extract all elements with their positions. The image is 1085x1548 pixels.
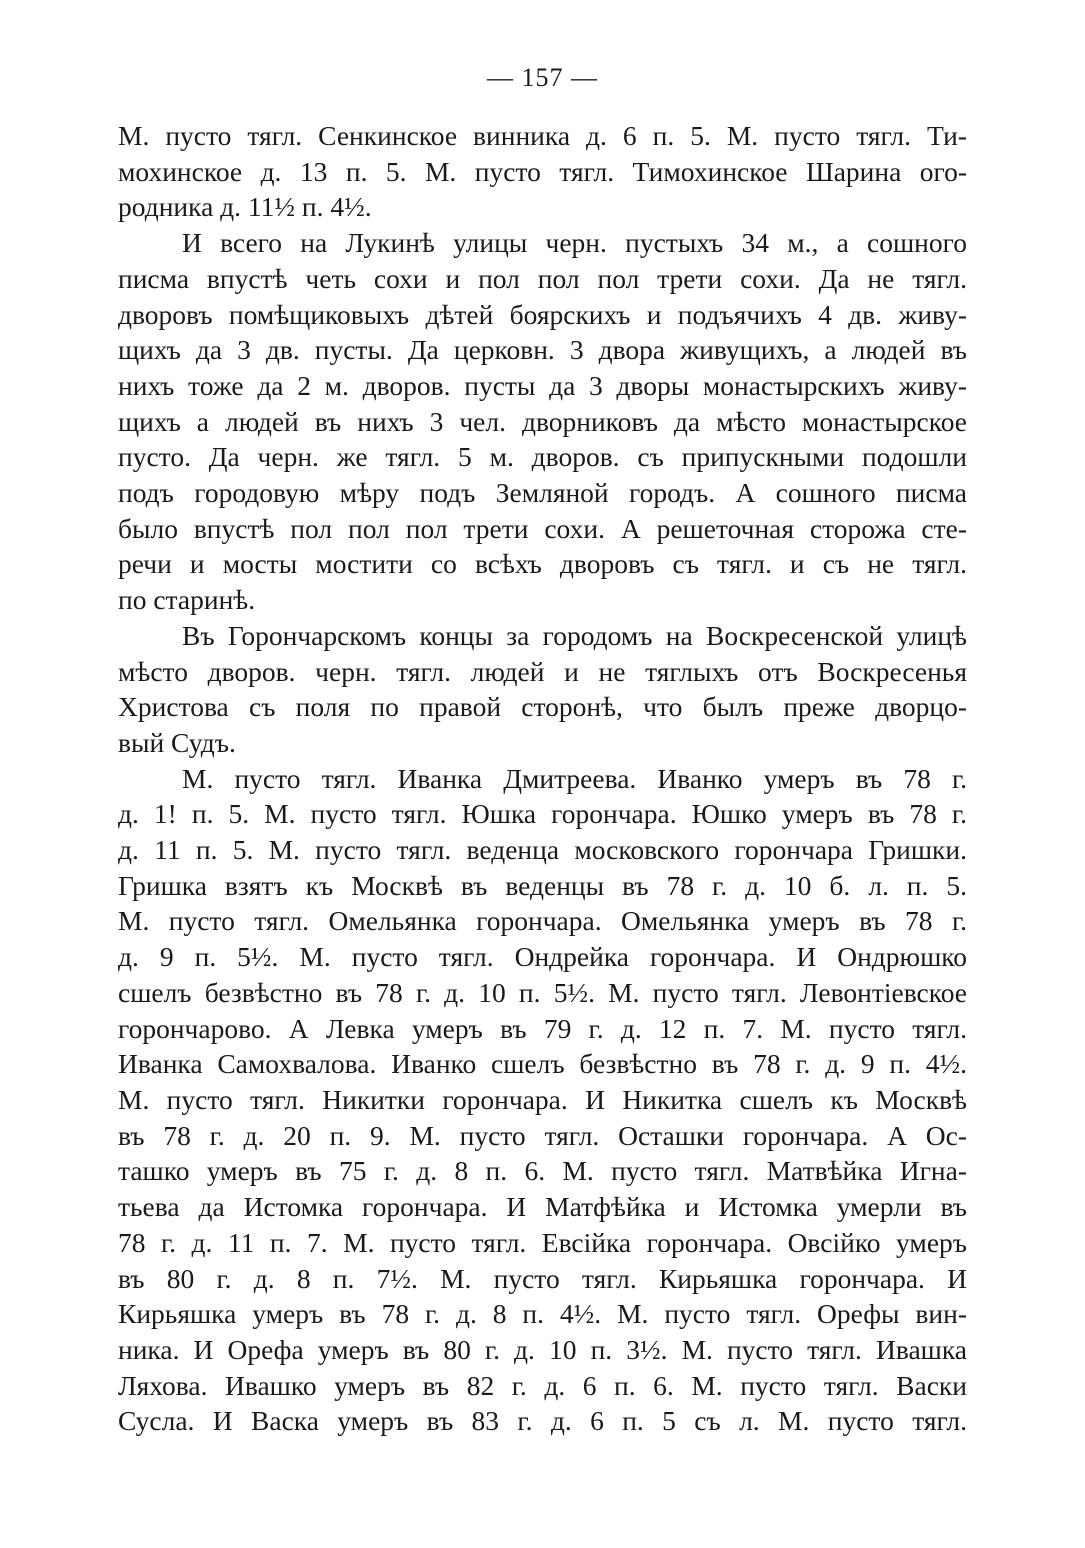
text-line: мѣсто дворов. черн. тягл. людей и не тяглыхъ отъ Воскресенья [118, 655, 967, 687]
text-line: ташко умеръ въ 75 г. д. 8 п. 6. М. пусто тягл. Матвѣйка Игна- [118, 1155, 967, 1187]
text-line: И всего на Лукинѣ улицы черн. пустыхъ 34 м., а сошного [182, 227, 967, 259]
text-line: нихъ тоже да 2 м. дворов. пусты да 3 дворы монастырскихъ живу- [118, 369, 967, 401]
text-line: по старинѣ. [118, 584, 256, 616]
text-line: вый Судъ. [118, 726, 236, 758]
paragraph-4 [118, 761, 967, 1439]
text-line: мохинское д. 13 п. 5. М. пусто тягл. Тимохинское Шарина ого- [118, 155, 967, 187]
text-line: речи и мосты мостити со всѣхъ дворовъ съ тягл. и съ не тягл. [118, 548, 967, 580]
paragraph-1 [118, 118, 967, 225]
text-line: въ 78 г. д. 20 п. 9. М. пусто тягл. Осташки горончара. А Ос- [118, 1119, 967, 1151]
text-line: въ 80 г. д. 8 п. 7½. М. пусто тягл. Кирьяшка горончара. И [118, 1262, 967, 1294]
text-line: 78 г. д. 11 п. 7. М. пусто тягл. Евсійка горончара. Овсійко умеръ [118, 1226, 967, 1258]
text-line: М. пусто тягл. Иванка Дмитреева. Иванко умеръ въ 78 г. [182, 762, 967, 794]
text-line: Въ Горончарскомъ концы за городомъ на Воскресенской улицѣ [182, 619, 967, 651]
text-line: сшелъ безвѣстно въ 78 г. д. 10 п. 5½. М. пусто тягл. Левонтіевское [118, 976, 967, 1008]
text-line: М. пусто тягл. Омельянка горончара. Омельянка умеръ въ 78 г. [118, 905, 967, 937]
text-line: дворовъ помѣщиковыхъ дѣтей боярскихъ и подъячихъ 4 дв. живу- [118, 298, 967, 330]
text-line: щихъ да 3 дв. пусты. Да церковн. 3 двора живущихъ, а людей въ [118, 334, 967, 366]
paragraph-3 [118, 618, 967, 761]
text-line: подъ городовую мѣру подъ Земляной городъ. А сошного писма [118, 477, 967, 509]
text-line: д. 11 п. 5. М. пусто тягл. веденца московского горончара Гришки. [118, 834, 967, 866]
text-line: ника. И Орефа умеръ въ 80 г. д. 10 п. 3½. М. пусто тягл. Ивашка [118, 1333, 967, 1365]
text-line: щихъ а людей въ нихъ 3 чел. дворниковъ да мѣсто монастырское [118, 405, 967, 437]
text-line: Ляхова. Ивашко умеръ въ 82 г. д. 6 п. 6. М. пусто тягл. Васки [118, 1369, 967, 1401]
text-line: Иванка Самохвалова. Иванко сшелъ безвѣстно въ 78 г. д. 9 п. 4½. [118, 1048, 967, 1080]
text-line: родника д. 11½ п. 4½. [118, 191, 372, 223]
text-line: М. пусто тягл. Никитки горончара. И Никитка сшелъ къ Москвѣ [118, 1083, 967, 1115]
paragraph-2 [118, 225, 967, 618]
text-line: д. 9 п. 5½. М. пусто тягл. Ондрейка горончара. И Ондрюшко [118, 941, 967, 973]
page-number: — 157 — [487, 63, 598, 92]
text-line: Сусла. И Васка умеръ въ 83 г. д. 6 п. 5 съ л. М. пусто тягл. [118, 1405, 967, 1437]
text-line: пусто. Да черн. же тягл. 5 м. дворов. съ припускными подошли [118, 441, 967, 473]
text-line: было впустѣ пол пол пол трети сохи. А решеточная сторожа сте- [118, 512, 967, 544]
text-line: д. 1! п. 5. М. пусто тягл. Юшка горончара. Юшко умеръ въ 78 г. [118, 798, 967, 830]
text-line: Христова съ поля по правой сторонѣ, что былъ преже дворцо- [118, 691, 967, 723]
text-line: писма впустѣ четь сохи и пол пол пол трети сохи. Да не тягл. [118, 262, 967, 294]
body-text [118, 118, 967, 1439]
text-line: М. пусто тягл. Сенкинское винника д. 6 п. 5. М. пусто тягл. Ти- [118, 120, 967, 151]
text-line: Кирьяшка умеръ въ 78 г. д. 8 п. 4½. М. пусто тягл. Орефы вин- [118, 1298, 967, 1330]
text-line: Гришка взятъ къ Москвѣ въ веденцы въ 78 г. д. 10 б. л. п. 5. [118, 869, 967, 901]
text-line: тьева да Истомка горончара. И Матфѣйка и Истомка умерли въ [118, 1191, 967, 1223]
text-line: горончарово. А Левка умеръ въ 79 г. д. 12 п. 7. М. пусто тягл. [118, 1012, 967, 1044]
